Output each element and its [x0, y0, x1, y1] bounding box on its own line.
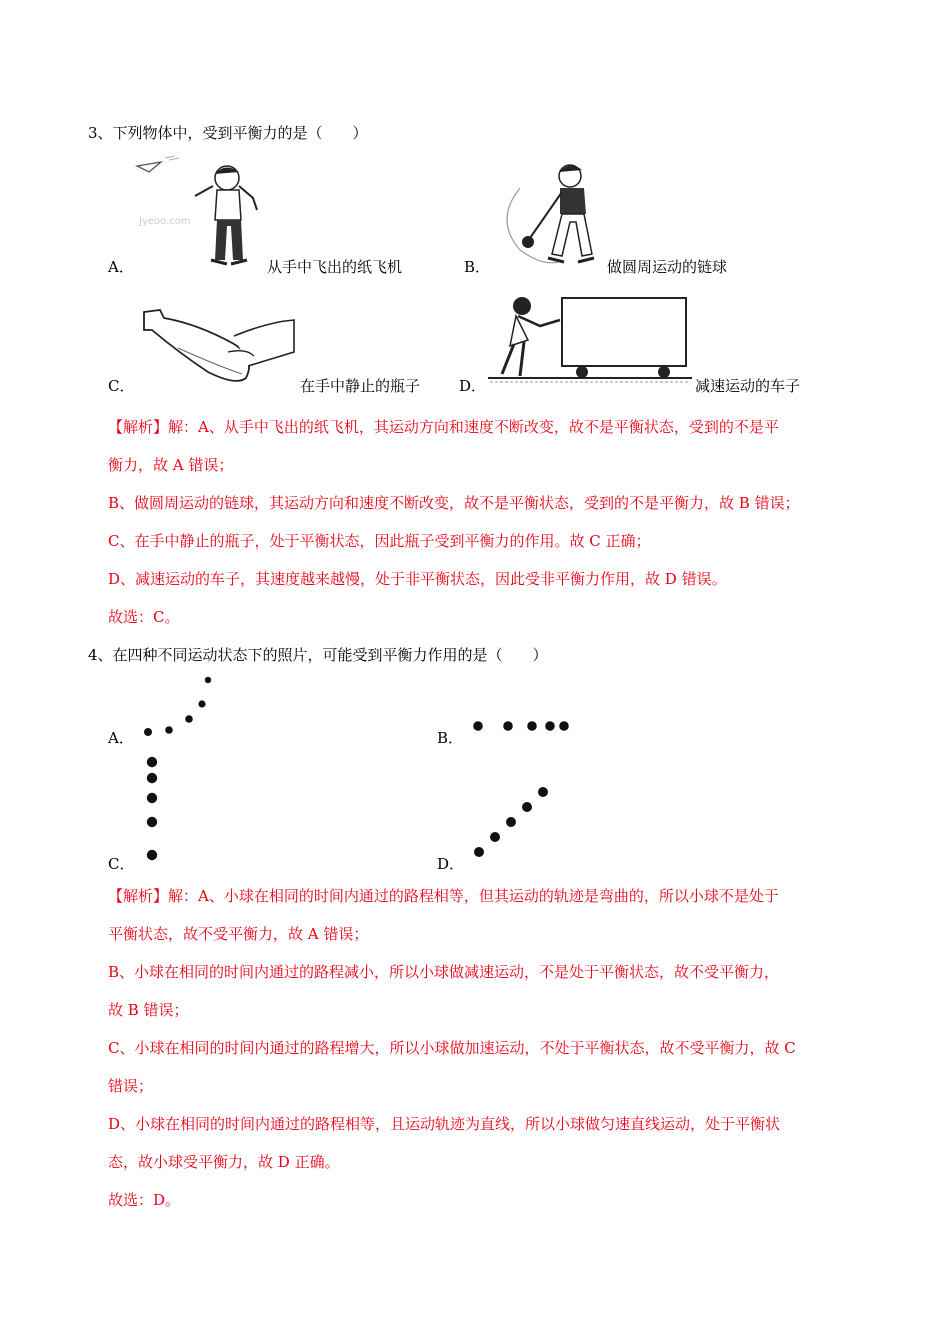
q4-option-c-letter: C． [108, 855, 135, 873]
q4-answer: 故选：D。 [108, 1191, 181, 1209]
dots-decreasing-spacing-icon [466, 716, 576, 736]
boy-throwing-paper-plane-icon [135, 156, 265, 271]
q3-analysis-line-1: 【解析】解：A、从手中飞出的纸飞机，其运动方向和速度不断改变，故不是平衡状态，受到的不是平 [108, 418, 779, 436]
q4-analysis-line-3: B、小球在相同的时间内通过的路程减小，所以小球做减速运动，不是处于平衡状态，故不受平衡力， [108, 963, 780, 981]
q4-stem: 4、在四种不同运动状态下的照片，可能受到平衡力作用的是（ ） [88, 646, 548, 664]
svg-text:Jyeoo.com: Jyeoo.com [139, 216, 191, 227]
q3-option-a-letter: A． [108, 258, 134, 276]
q4-analysis-line-7: D、小球在相同的时间内通过的路程相等，且运动轨迹为直线，所以小球做匀速直线运动，处于平衡状 [108, 1115, 781, 1133]
q4-analysis-tag: 【解析】 [108, 887, 169, 905]
q3-option-a-caption: 从手中飞出的纸飞机 [267, 258, 403, 276]
dots-curved-path-icon [140, 672, 220, 742]
hammer-thrower-icon [490, 158, 610, 270]
q3-analysis-line-4: C、在手中静止的瓶子，处于平衡状态，因此瓶子受到平衡力的作用。故 C 正确； [108, 532, 651, 550]
q4-analysis-line-5: C、小球在相同的时间内通过的路程增大，所以小球做加速运动，不处于平衡状态，故不受平衡力，故 C [108, 1039, 796, 1057]
q3-analysis-tag: 【解析】 [108, 418, 169, 436]
q3-answer: 故选：C。 [108, 608, 180, 626]
q3-option-c-caption: 在手中静止的瓶子 [300, 377, 421, 395]
q3-analysis-line-2: 衡力，故 A 错误； [108, 456, 234, 474]
q3-option-c-letter: C． [108, 377, 135, 395]
q3-option-d-letter: D． [459, 377, 487, 395]
dots-increasing-spacing-icon [140, 752, 164, 864]
q4-option-b-letter: B． [437, 729, 464, 747]
q4-option-d-letter: D． [437, 855, 465, 873]
q4-analysis-line-4: 故 B 错误； [108, 1001, 189, 1019]
q4-option-a-letter: A． [108, 729, 134, 747]
q3-analysis-line-3: B、做圆周运动的链球，其运动方向和速度不断改变，故不是平衡状态，受到的不是平衡力，故 B 错误； [108, 494, 800, 512]
dots-straight-equal-spacing-icon [468, 780, 558, 864]
q3-option-b-letter: B． [464, 258, 491, 276]
q4-analysis-line-1: 【解析】解：A、小球在相同的时间内通过的路程相等，但其运动的轨迹是弯曲的，所以小球不是处于 [108, 887, 779, 905]
q3-option-d-caption: 减速运动的车子 [695, 377, 801, 395]
boy-pushing-cart-icon [488, 292, 693, 384]
q3-option-b-caption: 做圆周运动的链球 [607, 258, 728, 276]
q3-analysis-line-5: D、减速运动的车子，其速度越来越慢，处于非平衡状态，因此受非平衡力作用，故 D 错误。 [108, 570, 727, 588]
q4-analysis-line-6: 错误； [108, 1077, 154, 1095]
hand-holding-bottle-icon [138, 308, 298, 388]
q3-stem: 3、下列物体中，受到平衡力的是（ ） [88, 124, 368, 142]
q4-analysis-line-2: 平衡状态，故不受平衡力，故 A 错误； [108, 925, 369, 943]
q4-analysis-line-8: 态，故小球受平衡力，故 D 正确。 [108, 1153, 340, 1171]
